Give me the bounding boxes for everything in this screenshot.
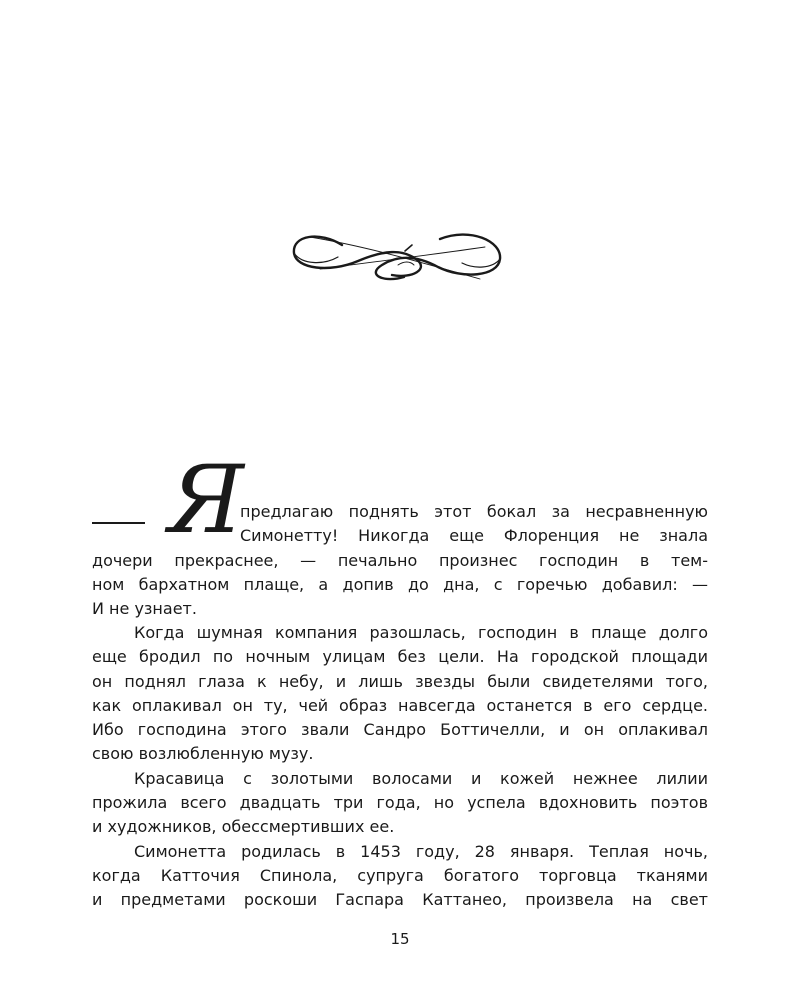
text-line: прожила всего двадцать три года, но успела вдохновить поэтов (92, 793, 708, 812)
text-line: Когда шумная компания разошлась, господин в плаще долго (134, 623, 708, 642)
text-line: как оплакивал он ту, чей образ навсегда останется в его сердце. (92, 696, 708, 715)
text-line: и предметами роскоши Гаспара Каттанео, произвела на свет (92, 890, 708, 909)
text-line: дочери прекраснее, — печально произнес господин в тем- (92, 551, 708, 570)
drop-cap: Я (168, 446, 244, 555)
em-dash-rule (92, 522, 145, 524)
text-line: свою возлюбленную музу. (92, 744, 314, 763)
text-line: ном бархатном плаще, а допив до дна, с горечью добавил: — (92, 575, 708, 594)
flourish-ornament-icon (280, 225, 510, 295)
text-line: Ибо господина этого звали Сандро Боттичелли, и он оплакивал (92, 720, 708, 739)
text-line: еще бродил по ночным улицам без цели. На городской площади (92, 647, 708, 666)
text-line: он поднял глаза к небу, и лишь звезды были свидетелями того, (92, 672, 708, 691)
text-line: Красавица с золотыми волосами и кожей нежнее лилии (134, 769, 708, 788)
text-line: Симонетта родилась в 1453 году, 28 января. Теплая ночь, (134, 842, 708, 861)
page-number: 15 (390, 930, 410, 948)
text-line: предлагаю поднять этот бокал за несравненную (240, 502, 708, 521)
text-line: И не узнает. (92, 599, 197, 618)
text-line: и художников, обессмертивших ее. (92, 817, 395, 836)
text-line: Симонетту! Никогда еще Флоренция не знала (240, 526, 708, 545)
text-line: когда Катточия Спинола, супруга богатого торговца тканями (92, 866, 708, 885)
